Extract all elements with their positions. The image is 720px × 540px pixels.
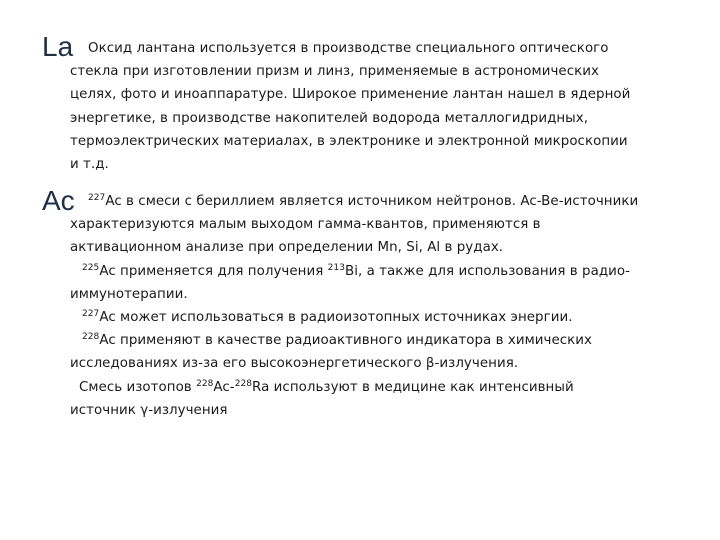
isotope-mass: 227 — [88, 193, 106, 203]
ac-line-3: активационном анализе при определении Mn, Si, Al в рудах. — [70, 240, 504, 256]
ac-line-9-prefix: Смесь изотопов — [79, 379, 197, 395]
isotope-mass: 213 — [327, 262, 345, 273]
ac-line-1-text: Ac в смеси с бериллием является источником нейтронов. Ac-Be-источники — [105, 194, 639, 209]
ac-line-10: источник γ-излучения — [70, 402, 228, 418]
ac-line-9-mid: Ac- — [213, 379, 235, 395]
ac-line-5: иммунотерапии. — [70, 286, 188, 302]
isotope-mass: 228 — [196, 378, 214, 389]
isotope-mass: 227 — [82, 309, 100, 320]
isotope-mass: 228 — [82, 332, 100, 343]
lanthanum-text — [70, 37, 630, 176]
la-line-4: энергетике, в производстве накопителей водорода металлогидридных, — [70, 110, 589, 126]
ac-line-4 — [70, 260, 638, 283]
isotope-mass: 228 — [234, 378, 253, 389]
la-line-5: термоэлектрических материалах, в электронике и электронной микроскопии — [70, 133, 628, 149]
isotope-mass: 225 — [82, 262, 100, 273]
ac-line-1 — [70, 190, 638, 213]
la-line-6: и т.д. — [70, 157, 109, 173]
lanthanum-symbol: La — [42, 31, 74, 62]
ac-line-4-text-a: Ac применяется для получения — [99, 263, 328, 279]
la-line-3: целях, фото и иноаппаратуре. Широкое применение лантан нашел в ядерной — [70, 87, 631, 103]
actinium-symbol: Ac — [42, 185, 75, 216]
ac-line-4-text-b: Bi, а также для использования в радио- — [344, 263, 631, 279]
ac-line-7 — [70, 329, 638, 352]
ac-line-7-text: Ac применяют в качестве радиоактивного индикатора в химических — [99, 333, 593, 349]
actinium-text — [70, 190, 638, 422]
ac-line-2: характеризуются малым выходом гамма-квантов, применяются в — [70, 217, 541, 233]
ac-line-6 — [70, 306, 638, 329]
la-line-1: Оксид лантана используется в производстве специального оптического — [88, 41, 609, 56]
la-line-2: стекла при изготовлении призм и линз, применяемые в астрономических — [70, 64, 599, 80]
ac-line-9-text: Ra используют в медицине как интенсивный — [252, 379, 574, 395]
ac-line-8: исследованиях из-за его высокоэнергетического β-излучения. — [70, 356, 519, 372]
ac-line-6-text: Ac может использоваться в радиоизотопных источниках энергии. — [99, 310, 573, 326]
ac-line-9 — [70, 376, 638, 399]
